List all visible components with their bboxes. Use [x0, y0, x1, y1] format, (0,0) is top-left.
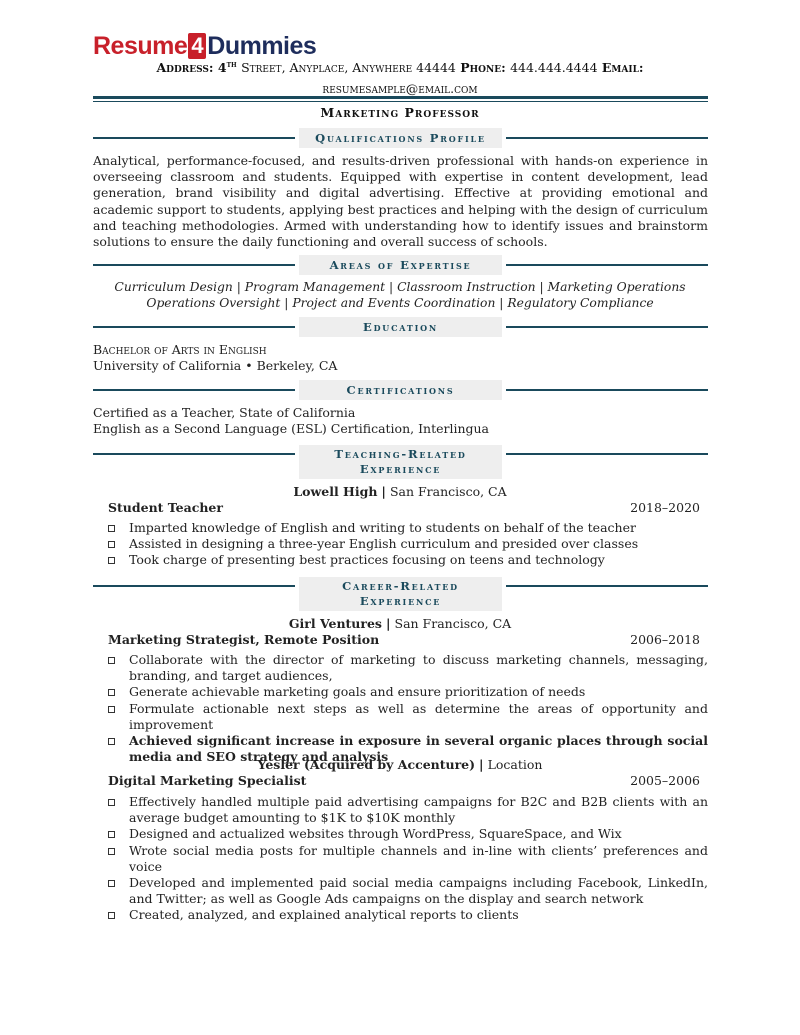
expertise-line-1: Curriculum Design | Program Management | Classroom Instruction | Marketing Operations	[114, 280, 686, 294]
career-bullets	[108, 652, 708, 765]
logo-text-dummies: Dummies	[207, 32, 317, 60]
role-row	[108, 500, 700, 515]
section-title-line-1: Teaching-Related	[334, 447, 467, 461]
section-divider-left	[93, 264, 295, 266]
section-divider-left	[93, 585, 295, 587]
section-header-teaching	[93, 445, 708, 479]
employer-line	[0, 484, 800, 499]
certification-item: Certified as a Teacher, State of California	[93, 405, 356, 420]
employer-name: Yesler (Acquired by Accenture)	[257, 757, 476, 772]
section-divider-right	[506, 264, 708, 266]
section-header-certifications	[93, 380, 708, 400]
address-text: Street, Anyplace, Anywhere 44444	[241, 60, 456, 76]
bullet-text: Achieved significant increase in exposure in several organic places through social media and SEO strategy and analysis	[129, 733, 708, 765]
employer-separator: |	[385, 616, 391, 631]
section-title: Qualifications Profile	[299, 128, 502, 148]
list-item	[108, 520, 708, 536]
section-header-education	[93, 317, 708, 337]
list-item	[108, 907, 708, 923]
bullet-box-icon	[108, 912, 115, 919]
bullet-text: Developed and implemented paid social media campaigns including Facebook, LinkedIn, and Twitter; as well as Google Ads campaigns on the display and search network	[129, 875, 708, 907]
section-title-line-2: Experience	[359, 594, 442, 608]
list-item	[108, 684, 708, 700]
education-degree: Bachelor of Arts in English	[93, 342, 267, 357]
certification-item: English as a Second Language (ESL) Certification, Interlingua	[93, 421, 490, 436]
career-bullets	[108, 794, 708, 924]
logo-text-resume: Resume	[93, 32, 188, 60]
employer-name: Girl Ventures	[288, 616, 382, 631]
bullet-box-icon	[108, 880, 115, 887]
bullet-box-icon	[108, 689, 115, 696]
contact-line	[0, 59, 800, 75]
logo-digit: 4	[188, 33, 206, 59]
list-item	[108, 794, 708, 826]
section-divider-right	[506, 453, 708, 455]
bullet-text: Created, analyzed, and explained analytical reports to clients	[129, 907, 519, 923]
list-item	[108, 652, 708, 684]
section-title: Education	[299, 317, 502, 337]
section-divider-left	[93, 326, 295, 328]
profile-summary: Analytical, performance-focused, and results-driven professional with hands-on experience in overseeing classroom and students. Equipped with expertise in content development, lead generation, brand visibility and digital advertising. Effective at providing emotional and academic support to students, applying best practices and helping with the design of curriculum and teaching methodologies. Armed with understanding how to identify issues and brainstorm solutions to ensure the daily functioning and overall success of schools.	[93, 153, 708, 250]
header-rule-thick	[93, 96, 708, 99]
employer-location: Location	[487, 757, 543, 772]
bullet-box-icon	[108, 557, 115, 564]
bullet-box-icon	[108, 541, 115, 548]
bullet-text: Generate achievable marketing goals and ensure prioritization of needs	[129, 684, 586, 700]
bullet-box-icon	[108, 525, 115, 532]
bullet-box-icon	[108, 738, 115, 745]
role-row	[108, 773, 700, 788]
email-label: Email:	[601, 60, 644, 76]
email-address: resumesample@email.com	[322, 81, 478, 96]
section-divider-right	[506, 389, 708, 391]
teaching-bullets	[108, 520, 708, 569]
bullet-box-icon	[108, 848, 115, 855]
bullet-box-icon	[108, 799, 115, 806]
resume4dummies-logo	[93, 29, 316, 59]
employer-name: Lowell High	[293, 484, 378, 499]
bullet-text: Collaborate with the director of marketing to discuss marketing channels, messaging, branding, and target audiences,	[129, 652, 708, 684]
bullet-text: Imparted knowledge of English and writing to students on behalf of the teacher	[129, 520, 636, 535]
expertise-line-2: Operations Oversight | Project and Events Coordination | Regulatory Compliance	[146, 296, 654, 310]
section-header-expertise	[93, 255, 708, 275]
list-item	[108, 552, 708, 568]
section-divider-left	[93, 389, 295, 391]
role-dates: 2018–2020	[630, 500, 700, 515]
bullet-box-icon	[108, 706, 115, 713]
bullet-text: Designed and actualized websites through WordPress, SquareSpace, and Wix	[129, 826, 622, 842]
phone-number: 444.444.4444	[510, 60, 598, 76]
section-title: Areas of Expertise	[299, 255, 502, 275]
address-suffix: th	[226, 59, 237, 69]
bullet-text: Assisted in designing a three-year English curriculum and presided over classes	[129, 536, 639, 552]
section-divider-left	[93, 137, 295, 139]
section-title	[299, 577, 502, 611]
section-title-line-2: Experience	[359, 462, 442, 476]
role-title: Digital Marketing Specialist	[108, 773, 307, 788]
employer-separator: |	[479, 757, 484, 772]
employer-location: San Francisco, CA	[394, 616, 512, 631]
section-divider-right	[506, 137, 708, 139]
section-header-career	[93, 577, 708, 611]
header-rule-thin	[93, 101, 708, 102]
employer-separator: |	[381, 484, 386, 499]
bullet-text: Took charge of presenting best practices focusing on teens and technology	[129, 552, 605, 568]
role-dates: 2006–2018	[630, 632, 700, 647]
phone-label: Phone:	[460, 60, 506, 76]
bullet-box-icon	[108, 831, 115, 838]
role-dates: 2005–2006	[630, 773, 700, 788]
headline-title: Marketing Professor	[320, 105, 480, 120]
section-header-qualifications	[93, 128, 708, 148]
address-number: 4	[217, 60, 227, 76]
list-item	[108, 701, 708, 733]
section-title-line-1: Career-Related	[342, 579, 459, 593]
bullet-box-icon	[108, 657, 115, 664]
role-row	[108, 632, 700, 647]
list-item	[108, 536, 708, 552]
section-title: Certifications	[299, 380, 502, 400]
list-item	[108, 875, 708, 907]
section-divider-right	[506, 326, 708, 328]
role-title: Student Teacher	[108, 500, 223, 515]
education-school: University of California • Berkeley, CA	[93, 358, 338, 373]
role-title: Marketing Strategist, Remote Position	[108, 632, 380, 647]
section-divider-right	[506, 585, 708, 587]
employer-location: San Francisco, CA	[389, 484, 507, 499]
address-label: Address:	[156, 60, 214, 76]
employer-line	[0, 616, 800, 631]
employer-line	[0, 757, 800, 772]
bullet-text: Wrote social media posts for multiple channels and in-line with clients’ preferences and voice	[129, 842, 708, 874]
list-item	[108, 826, 708, 842]
section-divider-left	[93, 453, 295, 455]
section-title	[299, 445, 502, 479]
list-item	[108, 843, 708, 875]
bullet-text: Effectively handled multiple paid advertising campaigns for B2C and B2B clients with an average budget amounting to $1K to $10K monthly	[129, 794, 708, 826]
bullet-text: Formulate actionable next steps as well as determine the areas of opportunity and improvement	[129, 700, 708, 732]
